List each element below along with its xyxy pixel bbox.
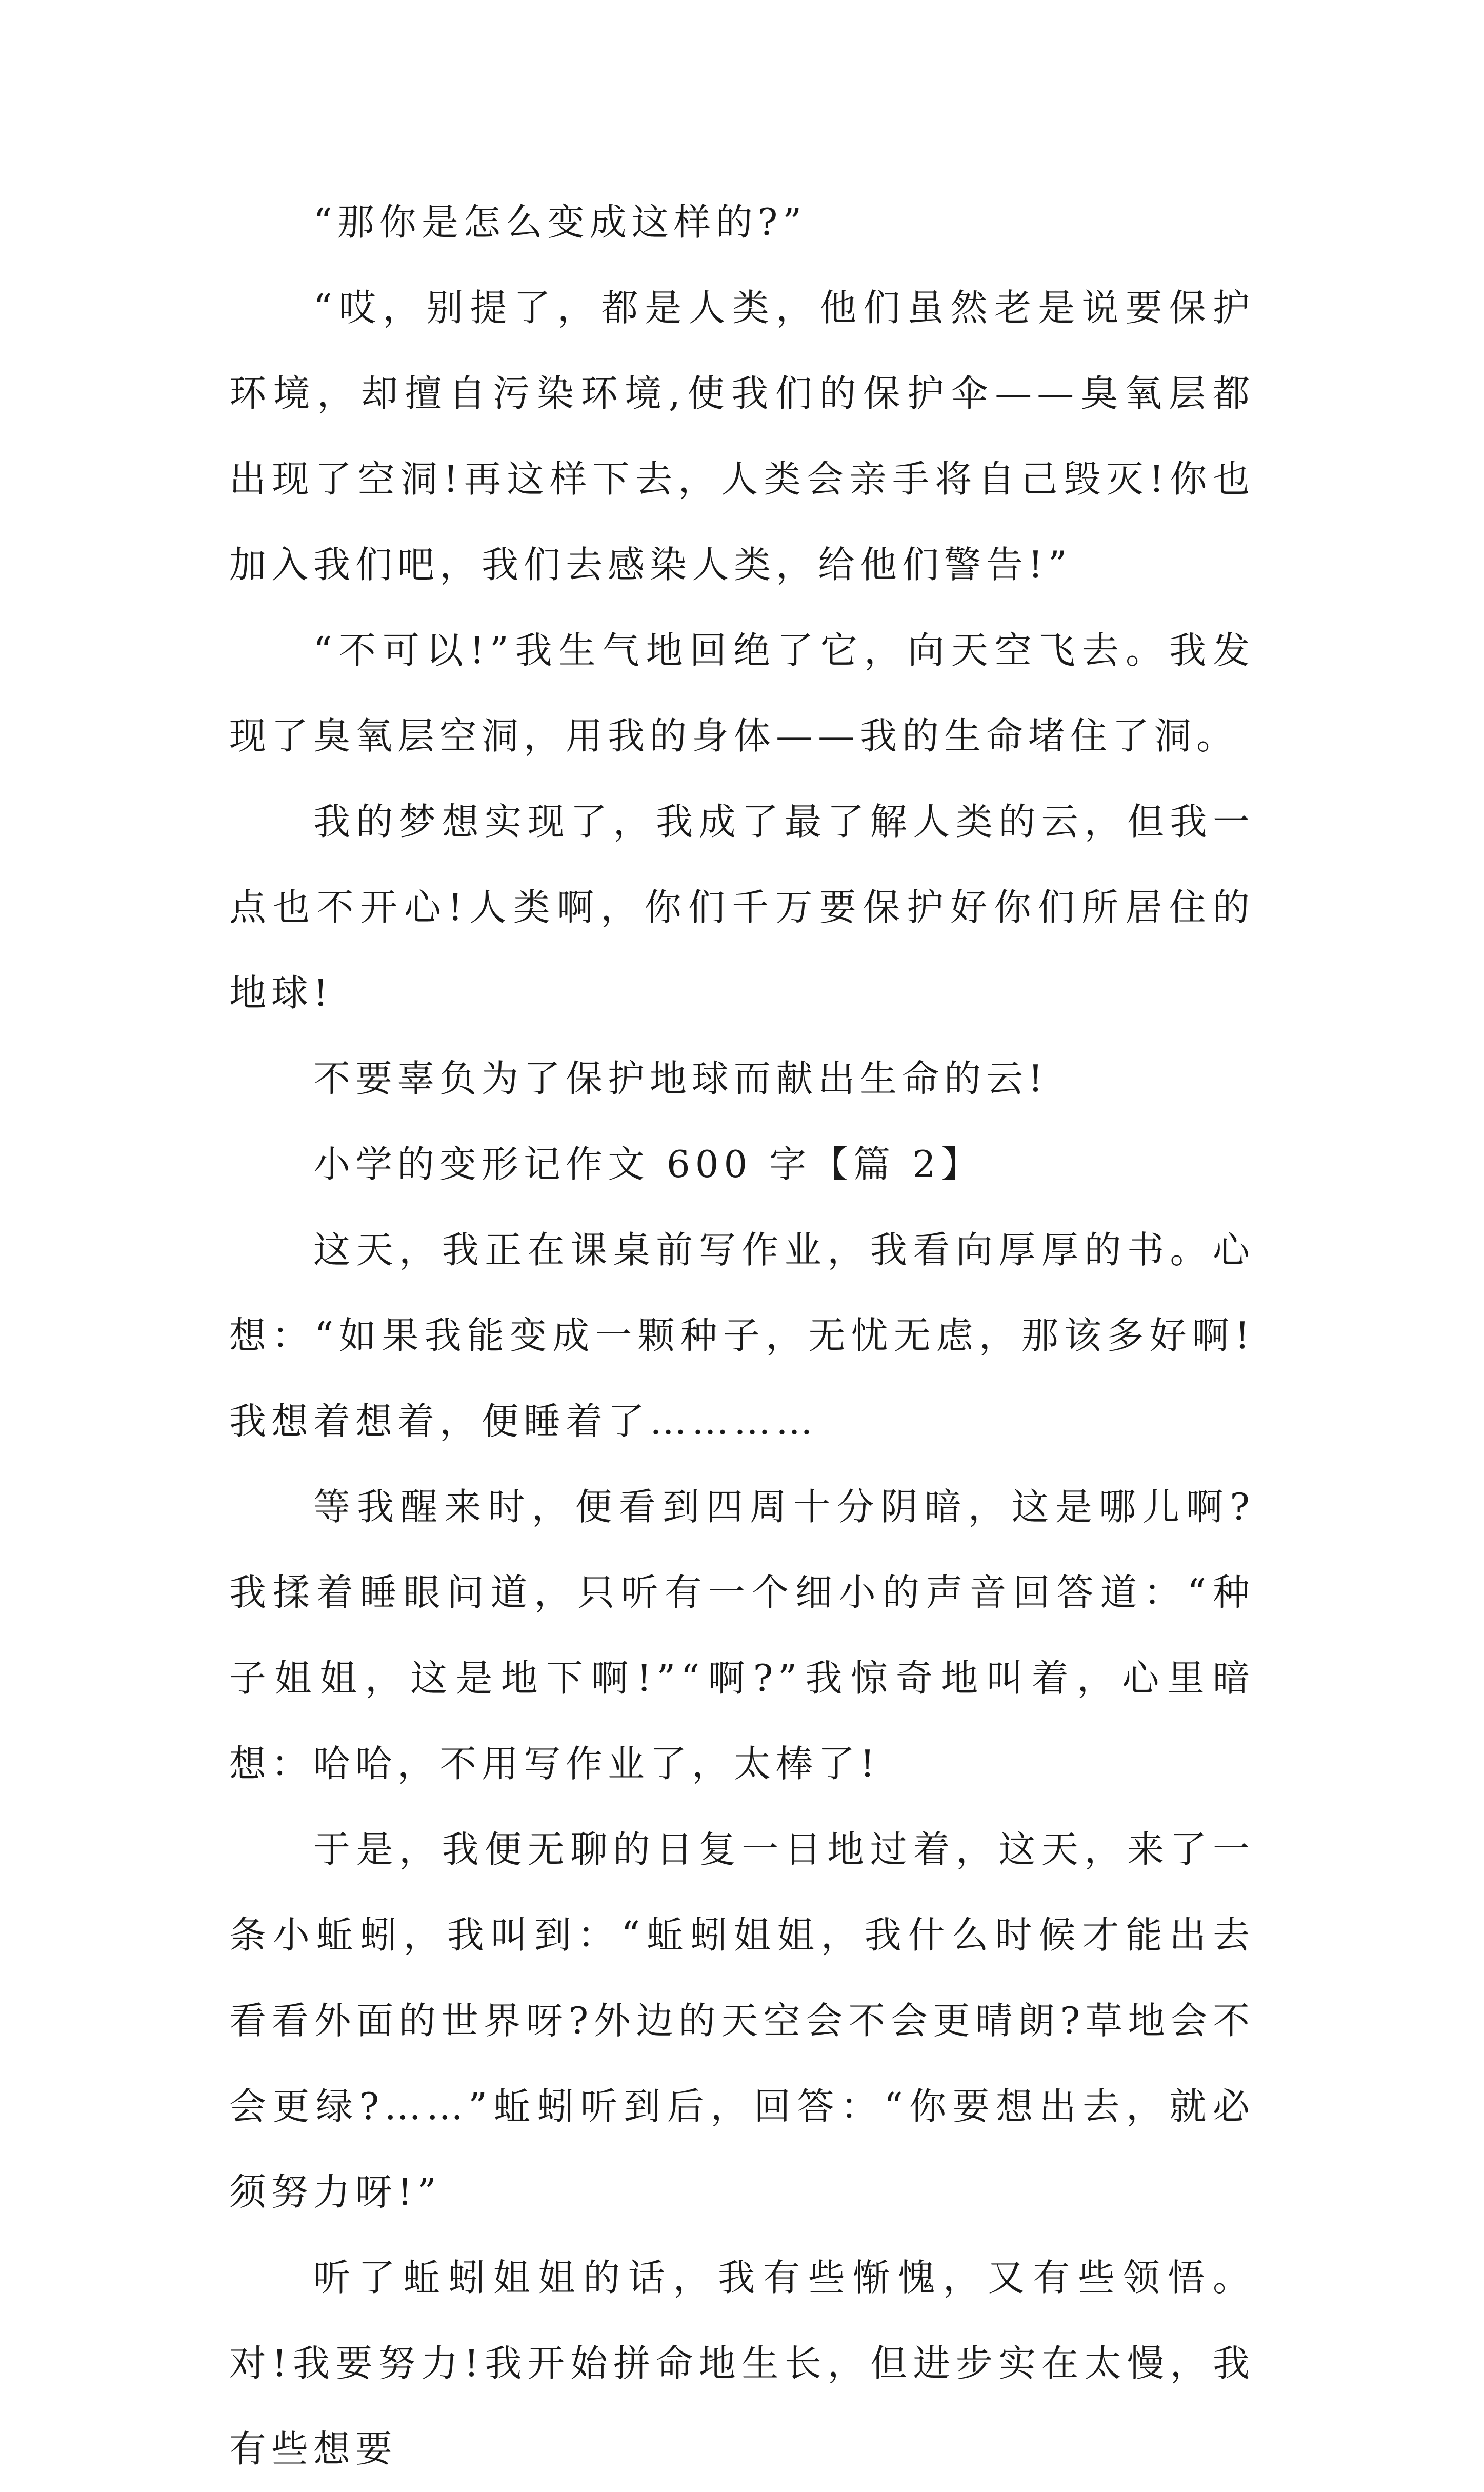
paragraph: “哎，别提了，都是人类，他们虽然老是说要保护环境，却擅自污染环境,使我们的保护伞——臭氧层都出现了空洞!再这样下去，人类会亲手将自己毁灭!你也加入我们吧，我们去感染人类，给他们警告!” xyxy=(229,286,1255,586)
paragraph: 这天，我正在课桌前写作业，我看向厚厚的书。心想：“如果我能变成一颗种子，无忧无虑，那该多好啊!我想着想着，便睡着了………… xyxy=(229,1228,1255,1443)
paragraph: 听了蚯蚓姐姐的话，我有些惭愧，又有些领悟。对!我要努力!我开始拼命地生长，但进步实在太慢，我有些想要 xyxy=(229,2256,1255,2470)
paragraph: 我的梦想实现了，我成了最了解人类的云，但我一点也不开心!人类啊，你们千万要保护好你们所居住的地球! xyxy=(229,800,1255,1014)
paragraph: 等我醒来时，便看到四周十分阴暗，这是哪儿啊?我揉着睡眼问道，只听有一个细小的声音回答道：“种子姐姐，这是地下啊!”“啊?”我惊奇地叫着，心里暗想：哈哈，不用写作业了，太棒了! xyxy=(229,1485,1255,1785)
section-title: 小学的变形记作文 600 字【篇 2】 xyxy=(313,1143,983,1186)
document-body xyxy=(229,180,1255,2492)
paragraph: “不可以!”我生气地回绝了它，向天空飞去。我发现了臭氧层空洞，用我的身体——我的生命堵住了洞。 xyxy=(229,629,1255,757)
paragraph: 于是，我便无聊的日复一日地过着，这天，来了一条小蚯蚓，我叫到：“蚯蚓姐姐，我什么时候才能出去看看外面的世界呀?外边的天空会不会更晴朗?草地会不会更绿?……”蚯蚓听到后，回答：“你要想出去，就必须努力呀!” xyxy=(229,1828,1255,2214)
paragraph: 不要辜负为了保护地球而献出生命的云! xyxy=(313,1057,1048,1100)
paragraph: “那你是怎么变成这样的?” xyxy=(313,201,807,244)
